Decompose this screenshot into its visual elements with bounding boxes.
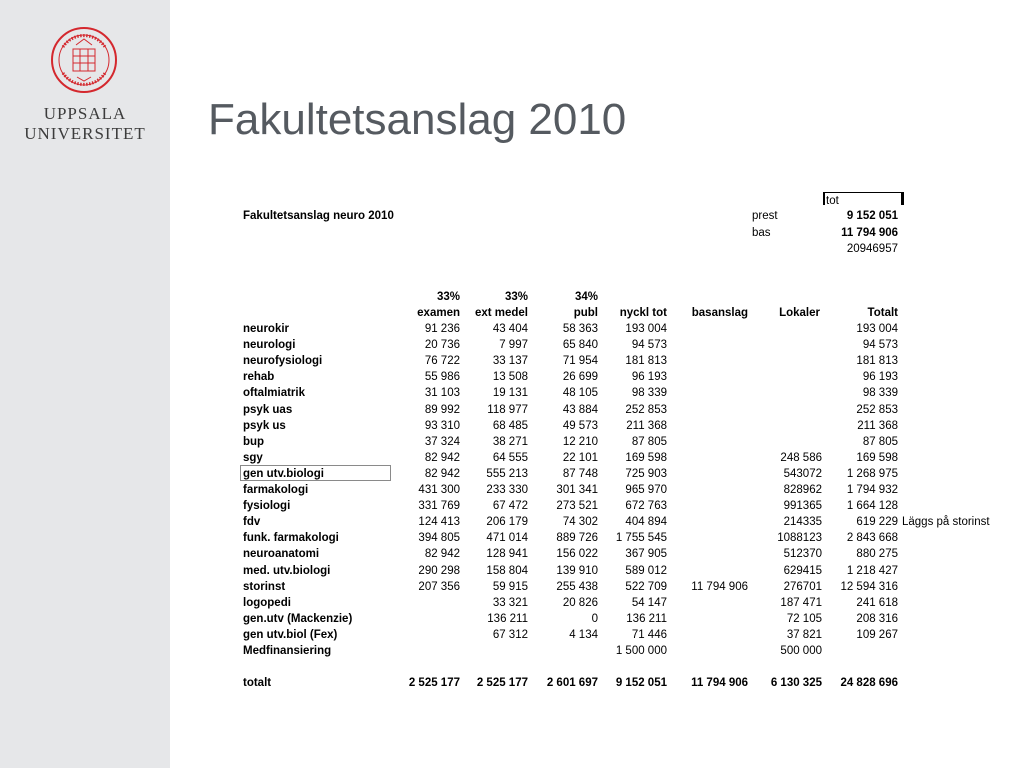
cell-publ: 26 699 xyxy=(562,371,598,383)
cell-publ: 65 840 xyxy=(562,339,598,351)
cell-ext-medel: 67 312 xyxy=(492,629,528,641)
cell-lokaler: 828962 xyxy=(783,484,822,496)
column-header-totalt: Totalt xyxy=(867,307,898,319)
row-label: psyk us xyxy=(243,420,286,432)
cell-ext-medel: 13 508 xyxy=(492,371,528,383)
row-label: Medfinansiering xyxy=(243,645,332,657)
row-label: neurokir xyxy=(243,323,290,335)
cell-lokaler: 1088123 xyxy=(777,532,822,544)
cell-lokaler: 187 471 xyxy=(780,597,822,609)
column-header-basanslag: basanslag xyxy=(691,307,748,319)
slide-title: Fakultetsanslag 2010 xyxy=(208,95,627,144)
cell-examen: 91 236 xyxy=(424,323,460,335)
cell-nyckl-tot: 193 004 xyxy=(625,323,667,335)
cell-lokaler: 500 000 xyxy=(780,645,822,657)
prest-value: 9 152 051 xyxy=(846,210,898,222)
university-seal-icon xyxy=(51,27,117,93)
total-lokaler: 6 130 325 xyxy=(770,677,822,689)
cell-lokaler: 214335 xyxy=(783,516,822,528)
prest-label: prest xyxy=(752,210,778,222)
total-examen: 2 525 177 xyxy=(408,677,460,689)
row-note: Läggs på storinst xyxy=(902,516,990,528)
cell-nyckl-tot: 211 368 xyxy=(626,420,667,432)
cell-ext-medel: 68 485 xyxy=(492,420,528,432)
cell-ext-medel: 128 941 xyxy=(486,548,528,560)
cell-lokaler: 276701 xyxy=(783,581,822,593)
cell-totalt: 169 598 xyxy=(856,452,898,464)
sidebar-panel xyxy=(0,0,170,768)
column-header-nyckl-tot: nyckl tot xyxy=(619,307,667,319)
cell-lokaler: 991365 xyxy=(783,500,822,512)
cell-publ: 22 101 xyxy=(562,452,598,464)
row-label: oftalmiatrik xyxy=(243,387,305,399)
cell-examen: 37 324 xyxy=(424,436,460,448)
university-name-line2: UNIVERSITET xyxy=(24,124,146,143)
cell-nyckl-tot: 54 147 xyxy=(631,597,667,609)
cell-totalt: 880 275 xyxy=(856,548,898,560)
cell-ext-medel: 59 915 xyxy=(492,581,528,593)
row-label: storinst xyxy=(243,581,286,593)
cell-publ: 71 954 xyxy=(562,355,598,367)
cell-nyckl-tot: 1 755 545 xyxy=(615,532,667,544)
cell-nyckl-tot: 96 193 xyxy=(631,371,667,383)
cell-totalt: 98 339 xyxy=(862,387,898,399)
cell-nyckl-tot: 71 446 xyxy=(631,629,667,641)
cell-publ: 20 826 xyxy=(562,597,598,609)
cell-publ: 87 748 xyxy=(562,468,598,480)
row-label: logopedi xyxy=(243,597,291,609)
cell-examen: 55 986 xyxy=(424,371,460,383)
cell-examen: 20 736 xyxy=(424,339,460,351)
row-label: funk. farmakologi xyxy=(243,532,339,544)
cell-totalt: 94 573 xyxy=(862,339,898,351)
cell-examen: 431 300 xyxy=(418,484,460,496)
cell-totalt: 619 229 xyxy=(856,516,898,528)
cell-lokaler: 72 105 xyxy=(786,613,822,625)
cell-lokaler: 629415 xyxy=(783,565,822,577)
cell-examen: 394 805 xyxy=(418,532,460,544)
cell-nyckl-tot: 87 805 xyxy=(631,436,667,448)
cell-examen: 331 769 xyxy=(418,500,460,512)
cell-ext-medel: 118 977 xyxy=(487,404,528,416)
cell-lokaler: 512370 xyxy=(783,548,822,560)
cell-totalt: 252 853 xyxy=(856,404,898,416)
cell-publ: 273 521 xyxy=(556,500,598,512)
cell-nyckl-tot: 169 598 xyxy=(625,452,667,464)
cell-nyckl-tot: 522 709 xyxy=(625,581,667,593)
cell-publ: 49 573 xyxy=(562,420,598,432)
cell-ext-medel: 206 179 xyxy=(486,516,528,528)
cell-publ: 139 910 xyxy=(556,565,598,577)
cell-examen: 76 722 xyxy=(424,355,460,367)
cell-totalt: 193 004 xyxy=(856,323,898,335)
cell-totalt: 211 368 xyxy=(857,420,898,432)
cell-totalt: 208 316 xyxy=(856,613,898,625)
cell-publ: 12 210 xyxy=(562,436,598,448)
cell-ext-medel: 136 211 xyxy=(487,613,528,625)
row-label: psyk uas xyxy=(243,404,293,416)
cell-nyckl-tot: 725 903 xyxy=(625,468,667,480)
cell-totalt: 1 268 975 xyxy=(846,468,898,480)
cell-examen: 290 298 xyxy=(418,565,460,577)
total-totalt: 24 828 696 xyxy=(840,677,898,689)
cell-lokaler: 248 586 xyxy=(780,452,822,464)
row-label: gen utv.biol (Fex) xyxy=(243,629,338,641)
cell-examen: 89 992 xyxy=(424,404,460,416)
sheet-heading: Fakultetsanslag neuro 2010 xyxy=(243,210,394,222)
row-label: neurofysiologi xyxy=(243,355,323,367)
cell-publ: 74 302 xyxy=(562,516,598,528)
cell-totalt: 2 843 668 xyxy=(846,532,898,544)
row-label: neurologi xyxy=(243,339,296,351)
cell-totalt: 12 594 316 xyxy=(840,581,898,593)
total-nyckl-tot: 9 152 051 xyxy=(615,677,667,689)
cell-publ: 43 884 xyxy=(562,404,598,416)
cell-nyckl-tot: 589 012 xyxy=(625,565,667,577)
cell-ext-medel: 64 555 xyxy=(492,452,528,464)
row-label: gen.utv (Mackenzie) xyxy=(243,613,353,625)
cell-examen: 82 942 xyxy=(424,468,460,480)
cell-publ: 156 022 xyxy=(556,548,598,560)
cell-nyckl-tot: 404 894 xyxy=(625,516,667,528)
column-header-examen: examen xyxy=(417,307,460,319)
cell-publ: 255 438 xyxy=(556,581,598,593)
bas-label: bas xyxy=(752,227,771,239)
cell-nyckl-tot: 252 853 xyxy=(625,404,667,416)
cell-nyckl-tot: 965 970 xyxy=(625,484,667,496)
cell-ext-medel: 471 014 xyxy=(486,532,528,544)
cell-nyckl-tot: 94 573 xyxy=(631,339,667,351)
cell-examen: 93 310 xyxy=(424,420,460,432)
cell-totalt: 87 805 xyxy=(862,436,898,448)
cell-examen: 82 942 xyxy=(424,548,460,560)
cell-totalt: 1 664 128 xyxy=(846,500,898,512)
cell-lokaler: 37 821 xyxy=(786,629,822,641)
row-label: fysiologi xyxy=(243,500,291,512)
percent-header-publ: 34% xyxy=(574,291,598,303)
cell-totalt: 181 813 xyxy=(856,355,898,367)
row-label: neuroanatomi xyxy=(243,548,320,560)
cell-totalt: 109 267 xyxy=(856,629,898,641)
column-header-publ: publ xyxy=(573,307,598,319)
university-name-line1: UPPSALA xyxy=(43,104,127,123)
cell-publ: 0 xyxy=(591,613,598,625)
cell-publ: 889 726 xyxy=(556,532,598,544)
cell-nyckl-tot: 136 211 xyxy=(626,613,667,625)
row-label: farmakologi xyxy=(243,484,309,496)
cell-nyckl-tot: 98 339 xyxy=(631,387,667,399)
cell-ext-medel: 43 404 xyxy=(492,323,528,335)
cell-examen: 124 413 xyxy=(418,516,460,528)
row-label: rehab xyxy=(243,371,275,383)
cell-examen: 82 942 xyxy=(424,452,460,464)
total-publ: 2 601 697 xyxy=(546,677,598,689)
cell-publ: 301 341 xyxy=(556,484,598,496)
cell-totalt: 1 794 932 xyxy=(846,484,898,496)
cell-lokaler: 543072 xyxy=(783,468,822,480)
cell-ext-medel: 555 213 xyxy=(486,468,528,480)
row-label: fdv xyxy=(243,516,261,528)
cell-examen: 207 356 xyxy=(418,581,460,593)
row-label: bup xyxy=(243,436,265,448)
cell-nyckl-tot: 181 813 xyxy=(625,355,667,367)
row-label: sgy xyxy=(243,452,263,464)
cell-totalt: 241 618 xyxy=(856,597,898,609)
cell-ext-medel: 158 804 xyxy=(486,565,528,577)
cell-ext-medel: 233 330 xyxy=(486,484,528,496)
cell-ext-medel: 67 472 xyxy=(492,500,528,512)
cell-totalt: 1 218 427 xyxy=(846,565,898,577)
cell-examen: 31 103 xyxy=(424,387,460,399)
total-row-label: totalt xyxy=(243,677,272,689)
cell-publ: 48 105 xyxy=(562,387,598,399)
sum-value: 20946957 xyxy=(846,243,898,255)
row-label: gen utv.biologi xyxy=(243,468,324,480)
percent-header-ext-medel: 33% xyxy=(504,291,528,303)
cell-nyckl-tot: 1 500 000 xyxy=(615,645,667,657)
column-header-ext-medel: ext medel xyxy=(474,307,528,319)
percent-header-examen: 33% xyxy=(436,291,460,303)
column-header-lokaler: Lokaler xyxy=(779,307,820,319)
cell-publ: 4 134 xyxy=(569,629,598,641)
tot-label: tot xyxy=(826,195,839,207)
total-ext-medel: 2 525 177 xyxy=(476,677,528,689)
total-basanslag: 11 794 906 xyxy=(691,677,748,689)
cell-ext-medel: 33 321 xyxy=(492,597,528,609)
cell-ext-medel: 38 271 xyxy=(492,436,528,448)
row-label: med. utv.biologi xyxy=(243,565,331,577)
cell-nyckl-tot: 367 905 xyxy=(625,548,667,560)
cell-ext-medel: 33 137 xyxy=(492,355,528,367)
bas-value: 11 794 906 xyxy=(841,227,898,239)
cell-basanslag: 11 794 906 xyxy=(691,581,748,593)
cell-nyckl-tot: 672 763 xyxy=(625,500,667,512)
cell-publ: 58 363 xyxy=(562,323,598,335)
cell-ext-medel: 7 997 xyxy=(499,339,528,351)
cell-totalt: 96 193 xyxy=(862,371,898,383)
cell-ext-medel: 19 131 xyxy=(492,387,528,399)
